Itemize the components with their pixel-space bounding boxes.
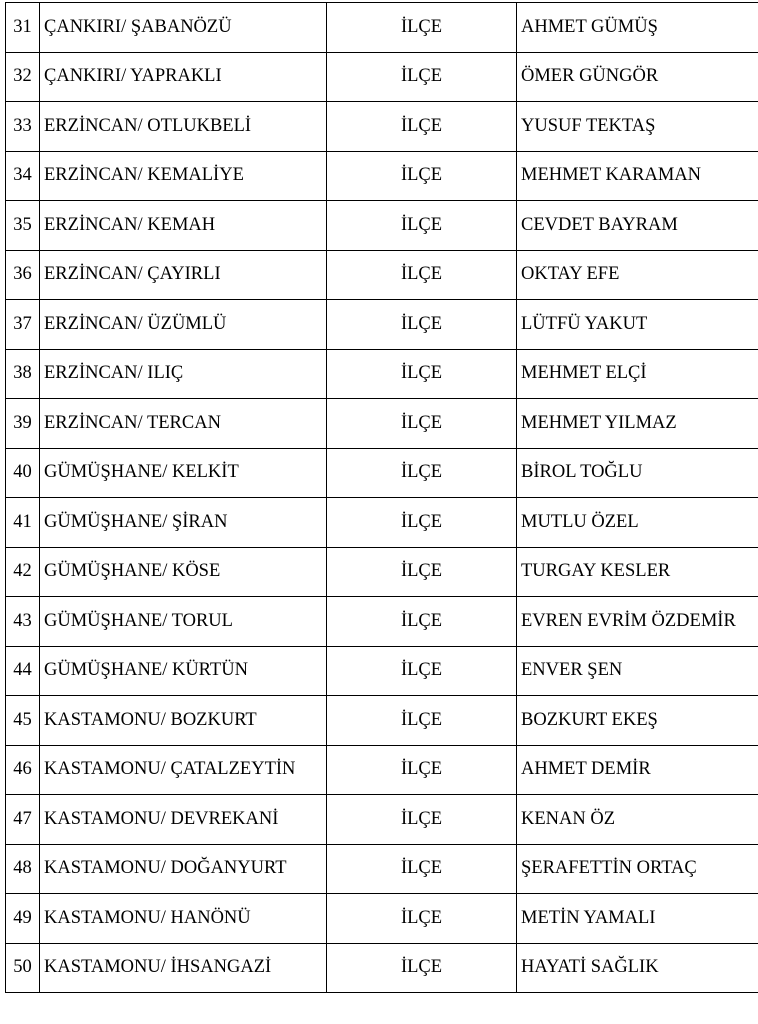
unit-type: İLÇE xyxy=(327,250,517,300)
person-name: LÜTFÜ YAKUT xyxy=(517,300,758,350)
unit-type: İLÇE xyxy=(327,102,517,152)
unit-type: İLÇE xyxy=(327,52,517,102)
table-row xyxy=(6,399,758,449)
province-district: ERZİNCAN/ ILIÇ xyxy=(40,349,327,399)
row-number: 31 xyxy=(6,3,40,53)
row-number: 37 xyxy=(6,300,40,350)
province-district: ÇANKIRI/ YAPRAKLI xyxy=(40,52,327,102)
person-name: CEVDET BAYRAM xyxy=(517,201,758,251)
table-row xyxy=(6,102,758,152)
unit-type: İLÇE xyxy=(327,547,517,597)
unit-type: İLÇE xyxy=(327,844,517,894)
person-name: ENVER ŞEN xyxy=(517,646,758,696)
row-number: 44 xyxy=(6,646,40,696)
unit-type: İLÇE xyxy=(327,3,517,53)
person-name: HAYATİ SAĞLIK xyxy=(517,943,758,993)
row-number: 33 xyxy=(6,102,40,152)
person-name: KENAN ÖZ xyxy=(517,795,758,845)
table-row xyxy=(6,52,758,102)
province-district: ERZİNCAN/ KEMALİYE xyxy=(40,151,327,201)
unit-type: İLÇE xyxy=(327,151,517,201)
table-row xyxy=(6,151,758,201)
row-number: 48 xyxy=(6,844,40,894)
province-district: KASTAMONU/ BOZKURT xyxy=(40,696,327,746)
row-number: 36 xyxy=(6,250,40,300)
unit-type: İLÇE xyxy=(327,696,517,746)
person-name: TURGAY KESLER xyxy=(517,547,758,597)
person-name: ÖMER GÜNGÖR xyxy=(517,52,758,102)
table-row xyxy=(6,498,758,548)
table-row xyxy=(6,3,758,53)
unit-type: İLÇE xyxy=(327,201,517,251)
row-number: 46 xyxy=(6,745,40,795)
person-name: EVREN EVRİM ÖZDEMİR xyxy=(517,597,758,647)
unit-type: İLÇE xyxy=(327,646,517,696)
person-name: AHMET DEMİR xyxy=(517,745,758,795)
table-row xyxy=(6,795,758,845)
person-name: MEHMET KARAMAN xyxy=(517,151,758,201)
row-number: 41 xyxy=(6,498,40,548)
table-body xyxy=(6,3,758,993)
row-number: 40 xyxy=(6,448,40,498)
person-name: BOZKURT EKEŞ xyxy=(517,696,758,746)
province-district: ÇANKIRI/ ŞABANÖZÜ xyxy=(40,3,327,53)
person-name: OKTAY EFE xyxy=(517,250,758,300)
province-district: KASTAMONU/ DEVREKANİ xyxy=(40,795,327,845)
table-row xyxy=(6,646,758,696)
table-row xyxy=(6,696,758,746)
row-number: 49 xyxy=(6,894,40,944)
person-name: YUSUF TEKTAŞ xyxy=(517,102,758,152)
person-name: BİROL TOĞLU xyxy=(517,448,758,498)
table-row xyxy=(6,250,758,300)
province-district: KASTAMONU/ DOĞANYURT xyxy=(40,844,327,894)
table-row xyxy=(6,201,758,251)
table-row xyxy=(6,943,758,993)
unit-type: İLÇE xyxy=(327,745,517,795)
table-row xyxy=(6,448,758,498)
person-name: MEHMET ELÇİ xyxy=(517,349,758,399)
unit-type: İLÇE xyxy=(327,943,517,993)
province-district: KASTAMONU/ HANÖNÜ xyxy=(40,894,327,944)
province-district: KASTAMONU/ İHSANGAZİ xyxy=(40,943,327,993)
person-name: ŞERAFETTİN ORTAÇ xyxy=(517,844,758,894)
officials-table xyxy=(5,2,758,993)
table-row xyxy=(6,745,758,795)
person-name: MUTLU ÖZEL xyxy=(517,498,758,548)
person-name: METİN YAMALI xyxy=(517,894,758,944)
table-row xyxy=(6,300,758,350)
table-row xyxy=(6,597,758,647)
unit-type: İLÇE xyxy=(327,448,517,498)
person-name: AHMET GÜMÜŞ xyxy=(517,3,758,53)
row-number: 43 xyxy=(6,597,40,647)
row-number: 35 xyxy=(6,201,40,251)
province-district: GÜMÜŞHANE/ TORUL xyxy=(40,597,327,647)
row-number: 42 xyxy=(6,547,40,597)
row-number: 34 xyxy=(6,151,40,201)
province-district: ERZİNCAN/ KEMAH xyxy=(40,201,327,251)
province-district: KASTAMONU/ ÇATALZEYTİN xyxy=(40,745,327,795)
table-row xyxy=(6,844,758,894)
table-row xyxy=(6,894,758,944)
province-district: ERZİNCAN/ OTLUKBELİ xyxy=(40,102,327,152)
row-number: 38 xyxy=(6,349,40,399)
row-number: 50 xyxy=(6,943,40,993)
unit-type: İLÇE xyxy=(327,498,517,548)
unit-type: İLÇE xyxy=(327,349,517,399)
table-row xyxy=(6,547,758,597)
row-number: 45 xyxy=(6,696,40,746)
province-district: ERZİNCAN/ ÇAYIRLI xyxy=(40,250,327,300)
province-district: GÜMÜŞHANE/ KELKİT xyxy=(40,448,327,498)
province-district: GÜMÜŞHANE/ KÖSE xyxy=(40,547,327,597)
row-number: 47 xyxy=(6,795,40,845)
province-district: ERZİNCAN/ ÜZÜMLÜ xyxy=(40,300,327,350)
unit-type: İLÇE xyxy=(327,300,517,350)
unit-type: İLÇE xyxy=(327,597,517,647)
province-district: GÜMÜŞHANE/ ŞİRAN xyxy=(40,498,327,548)
province-district: ERZİNCAN/ TERCAN xyxy=(40,399,327,449)
unit-type: İLÇE xyxy=(327,399,517,449)
row-number: 39 xyxy=(6,399,40,449)
table-row xyxy=(6,349,758,399)
row-number: 32 xyxy=(6,52,40,102)
province-district: GÜMÜŞHANE/ KÜRTÜN xyxy=(40,646,327,696)
person-name: MEHMET YILMAZ xyxy=(517,399,758,449)
unit-type: İLÇE xyxy=(327,795,517,845)
unit-type: İLÇE xyxy=(327,894,517,944)
